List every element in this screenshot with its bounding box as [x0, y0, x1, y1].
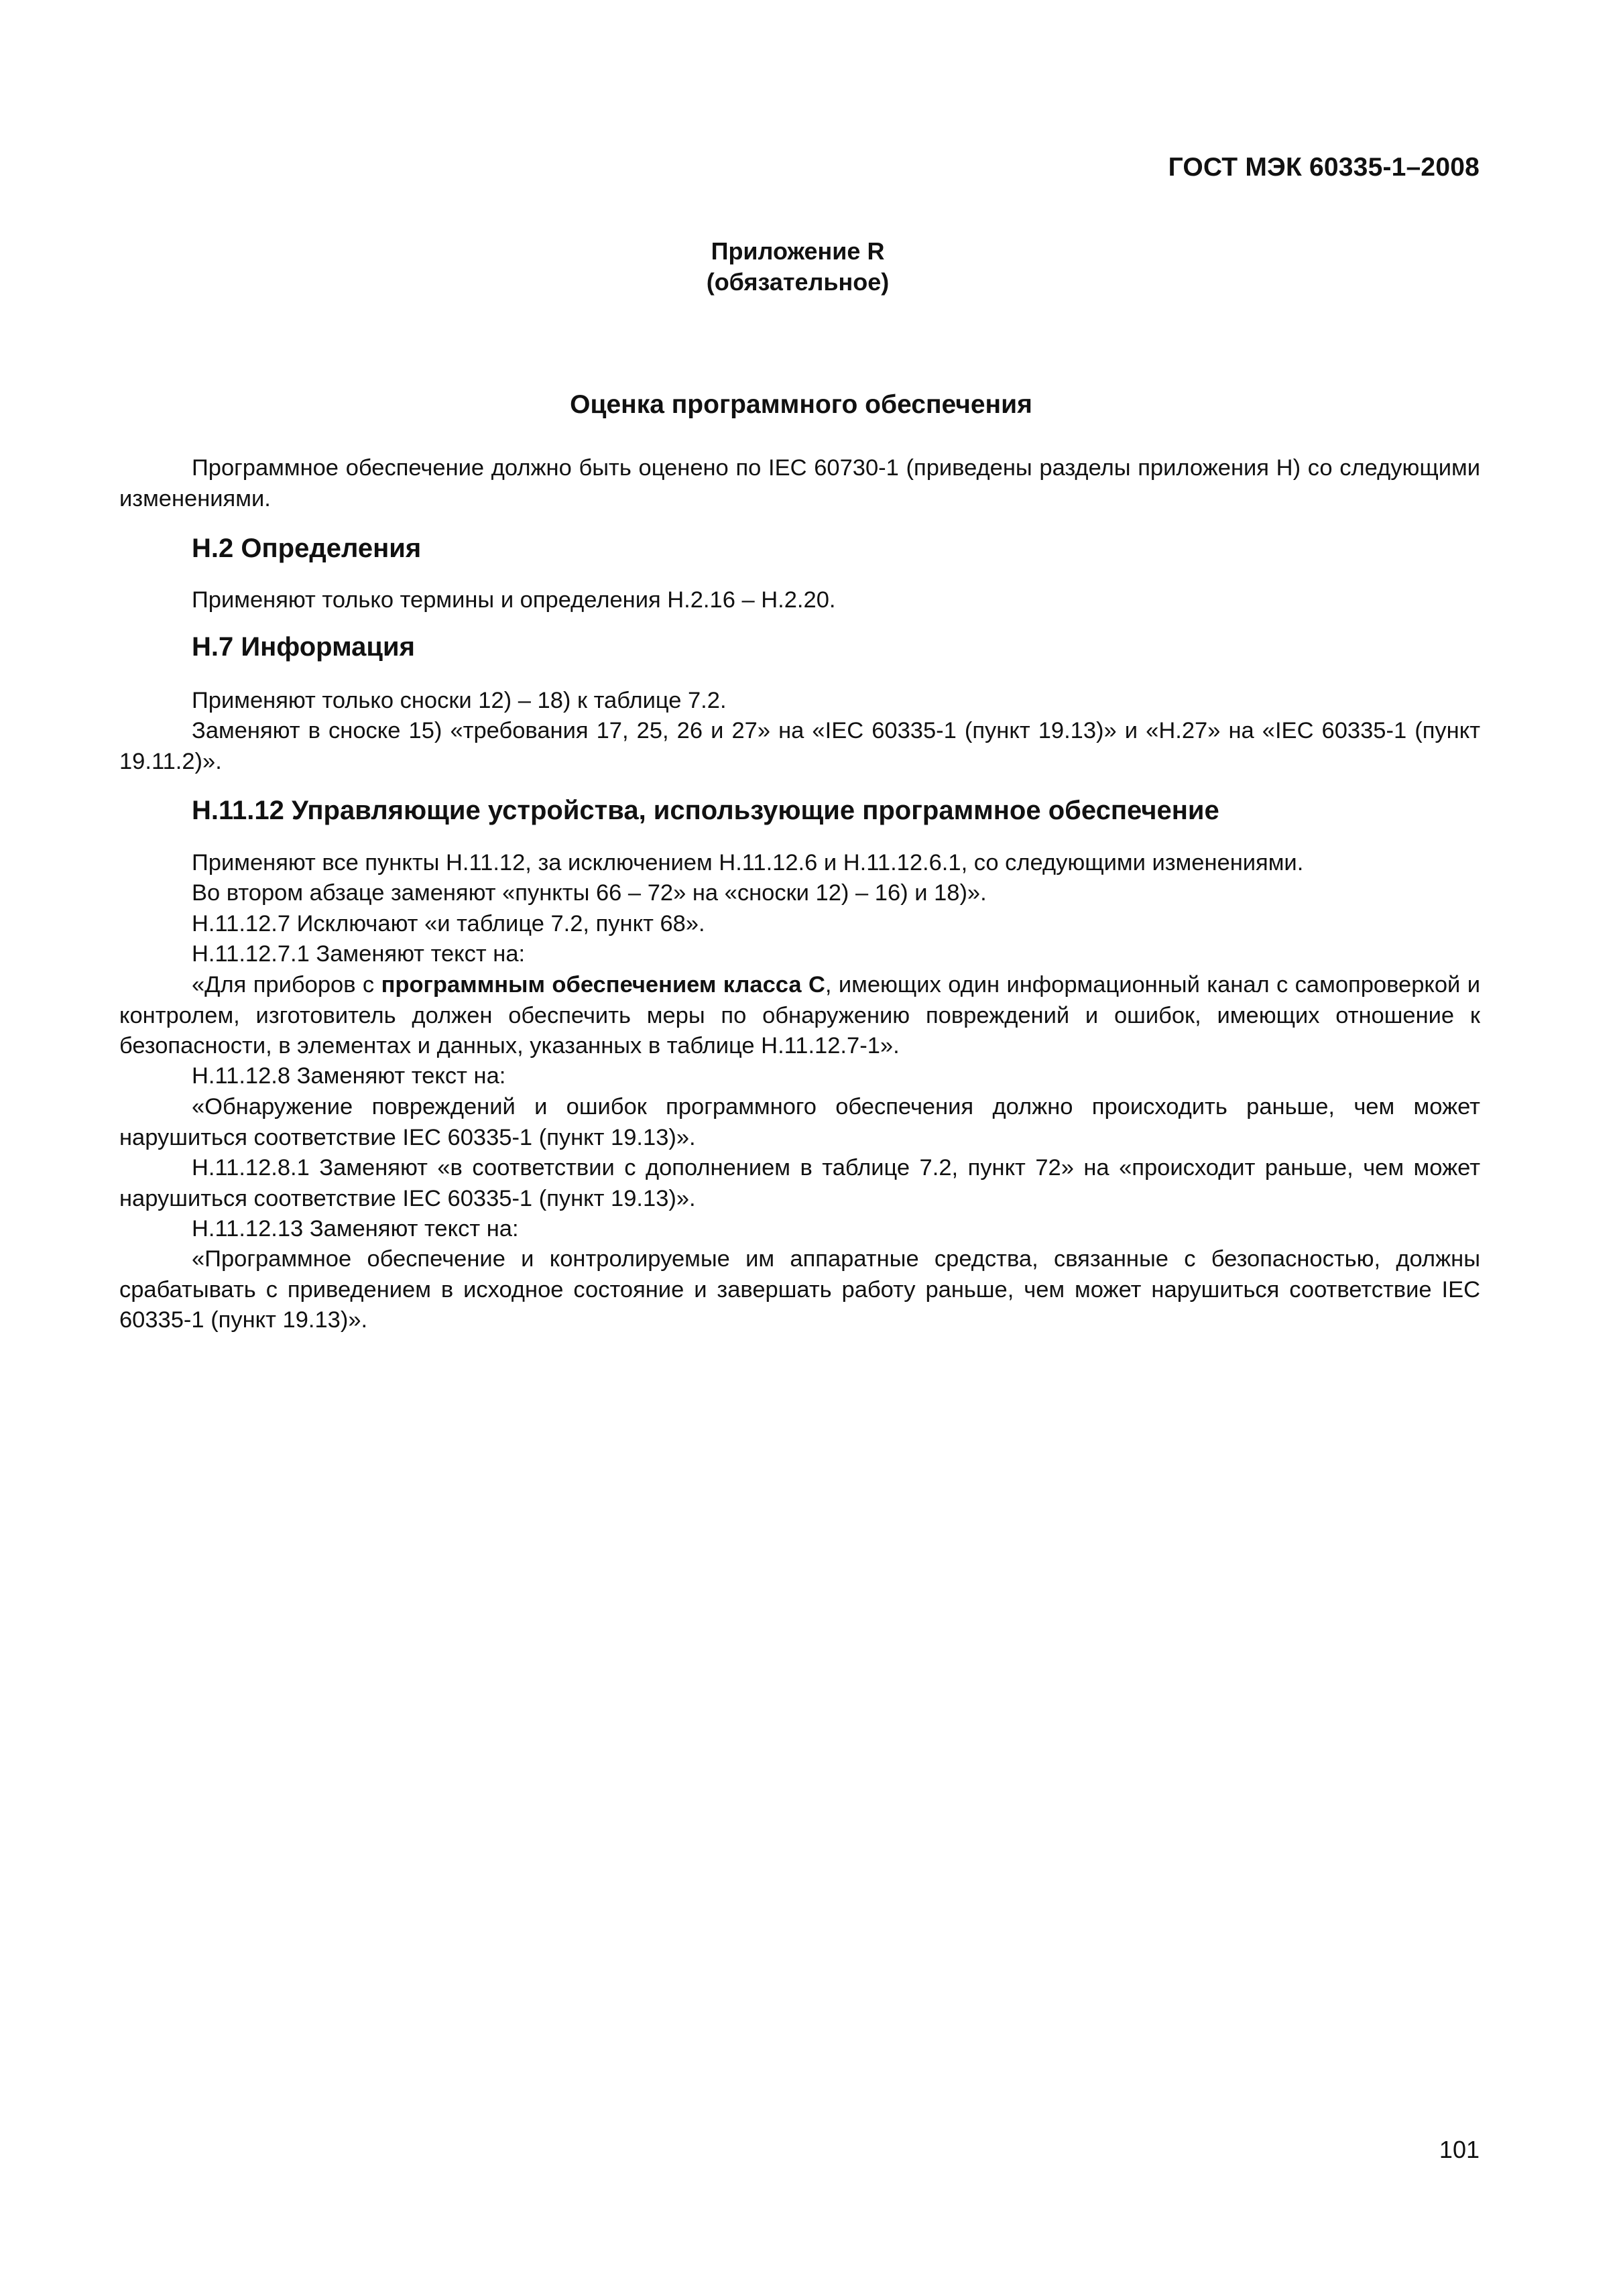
section-h7-paragraph-2: Заменяют в сноске 15) «требования 17, 25, 26 и 27» на «IEC 60335-1 (пункт 19.13)» и «H.27» на «IEC 60335-1 (пункт 19.11.2)». [119, 718, 1480, 774]
appendix-title: Приложение R [711, 237, 885, 265]
paragraph-5-bold: программным обеспечением класса С [381, 972, 825, 998]
section-h1112-paragraph-2: Во втором абзаце заменяют «пункты 66 – 72» на «сноски 12) – 16) и 18)». [192, 880, 987, 906]
section-heading-h7: H.7 Информация [192, 632, 415, 662]
section-h1112-paragraph-9: H.11.12.13 Заменяют текст на: [192, 1216, 519, 1242]
appendix-status: (обязательное) [706, 268, 890, 296]
section-h2-paragraph: Применяют только термины и определения H.2.16 – H.2.20. [192, 587, 836, 613]
section-heading-h1112: H.11.12 Управляющие устройства, использующие программное обеспечение [192, 796, 1219, 825]
document-code: ГОСТ МЭК 60335-1–2008 [1168, 153, 1480, 182]
section-h1112-paragraph-7: «Обнаружение повреждений и ошибок программного обеспечения должно происходить раньше, чем может нарушиться соответствие IEC 60335-1 (пункт 19.13)». [119, 1094, 1480, 1150]
section-heading-h2: H.2 Определения [192, 534, 422, 563]
section-h1112-paragraph-1: Применяют все пункты H.11.12, за исключением H.11.12.6 и H.11.12.6.1, со следующими изменениями. [192, 850, 1304, 875]
section-h1112-paragraph-10: «Программное обеспечение и контролируемые им аппаратные средства, связанные с безопасностью, должны срабатывать с приведением в исходное состояние и завершать работу раньше, чем может нарушиться соответствие IEC 60335-1 (пункт 19.13)». [119, 1246, 1480, 1333]
section-h1112-paragraph-8: H.11.12.8.1 Заменяют «в соответствии с дополнением в таблице 7.2, пункт 72» на «происходит раньше, чем может нарушиться соответствие IEC 60335-1 (пункт 19.13)». [119, 1155, 1480, 1211]
main-title: Оценка программного обеспечения [570, 390, 1032, 419]
section-h1112-paragraph-5 [119, 970, 1480, 1062]
page-number: 101 [1439, 2136, 1480, 2163]
intro-paragraph: Программное обеспечение должно быть оценено по IEC 60730-1 (приведены разделы приложения H) со следующими изменениями. [119, 455, 1480, 511]
paragraph-5-start: «Для приборов с [192, 972, 381, 998]
paragraph-5-end: , имеющих один информационный канал с самопроверкой и контролем, изготовитель должен обеспечить меры по обнаружению повреждений и ошибок, имеющих отношение к безопасности, в элементах и данных, указанных в таблице H.11.12.7-1». [119, 972, 1480, 1059]
section-h1112-paragraph-4: H.11.12.7.1 Заменяют текст на: [192, 941, 526, 967]
section-h1112-paragraph-6: H.11.12.8 Заменяют текст на: [192, 1063, 506, 1089]
section-h1112-paragraph-3: H.11.12.7 Исключают «и таблице 7.2, пункт 68». [192, 911, 705, 936]
section-h7-paragraph-1: Применяют только сноски 12) – 18) к таблице 7.2. [192, 688, 727, 713]
